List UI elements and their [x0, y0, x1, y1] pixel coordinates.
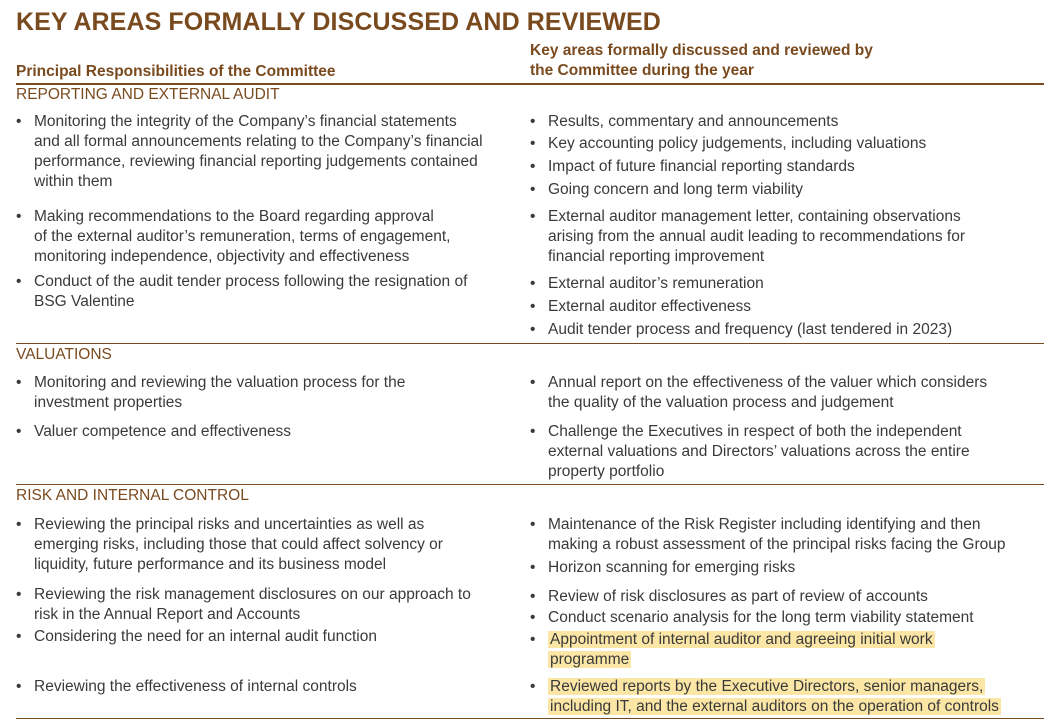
item-text-line: Monitoring the integrity of the Company’s financial statements [34, 113, 457, 130]
bullet-icon: • [530, 208, 536, 225]
item-text-line: Conduct of the audit tender process following the resignation of [34, 273, 468, 290]
section-divider [16, 718, 1044, 719]
item-text-line: Making recommendations to the Board regarding approval [34, 208, 434, 225]
bullet-icon: • [530, 588, 536, 605]
item-text-line: Annual report on the effectiveness of the valuer which considers [548, 374, 988, 391]
bullet-icon: • [530, 275, 536, 292]
bullet-icon: • [16, 628, 22, 645]
bullet-icon: • [530, 158, 536, 175]
item-text-line: Challenge the Executives in respect of both the independent [548, 423, 962, 440]
section-heading: VALUATIONS [16, 346, 112, 363]
item-text-line: risk in the Annual Report and Accounts [34, 606, 301, 623]
item-text-line: the quality of the valuation process and judgement [548, 394, 894, 411]
item-text-line: Key accounting policy judgements, including valuations [548, 135, 927, 152]
left-header-line: Principal Responsibilities of the Committee [16, 63, 336, 80]
bullet-icon: • [530, 181, 536, 198]
right-column-header [530, 41, 873, 81]
item-text-line: Horizon scanning for emerging risks [548, 559, 796, 576]
section-divider [16, 343, 1044, 344]
page-title: KEY AREAS FORMALLY DISCUSSED AND REVIEWED [16, 8, 661, 36]
bullet-icon: • [530, 678, 536, 695]
left-column-header [16, 62, 336, 82]
bullet-icon: • [530, 559, 536, 576]
item-text-line: Impact of future financial reporting standards [548, 158, 855, 175]
bullet-icon: • [530, 631, 536, 648]
item-text-line: monitoring independence, objectivity and effectiveness [34, 248, 410, 265]
section-divider [16, 484, 1044, 485]
item-text-line: Valuer competence and effectiveness [34, 423, 292, 440]
item-text-line: Monitoring and reviewing the valuation process for the [34, 374, 406, 391]
item-text-line: Going concern and long term viability [548, 181, 804, 198]
item-text-line: Maintenance of the Risk Register including identifying and then [548, 516, 981, 533]
item-text-line: Reviewing the risk management disclosures on our approach to [34, 586, 471, 603]
bullet-icon: • [530, 374, 536, 391]
bullet-icon: • [530, 516, 536, 533]
bullet-icon: • [530, 609, 536, 626]
item-text-line: BSG Valentine [34, 293, 135, 310]
bullet-icon: • [530, 298, 536, 315]
item-text-line: performance, reviewing financial reporting judgements contained [34, 153, 478, 170]
item-text-line: property portfolio [548, 463, 665, 480]
item-text-line: Results, commentary and announcements [548, 113, 839, 130]
item-text-line: within them [34, 173, 113, 190]
bullet-icon: • [16, 374, 22, 391]
item-text-line: external valuations and Directors’ valuations across the entire [548, 443, 970, 460]
item-text-line: programme [550, 651, 630, 668]
item-text-line: External auditor management letter, containing observations [548, 208, 961, 225]
item-text-line: Review of risk disclosures as part of review of accounts [548, 588, 928, 605]
item-text-line: Considering the need for an internal audit function [34, 628, 377, 645]
bullet-icon: • [16, 586, 22, 603]
bullet-icon: • [530, 321, 536, 338]
bullet-icon: • [16, 273, 22, 290]
item-text-line: Appointment of internal auditor and agreeing initial work [550, 631, 933, 648]
bullet-icon: • [16, 208, 22, 225]
bullet-icon: • [16, 423, 22, 440]
bullet-icon: • [530, 135, 536, 152]
item-text-line: investment properties [34, 394, 183, 411]
bullet-icon: • [530, 113, 536, 130]
item-text-line: Reviewing the principal risks and uncertainties as well as [34, 516, 425, 533]
item-text-line: External auditor’s remuneration [548, 275, 764, 292]
item-text-line: Reviewed reports by the Executive Directors, senior managers, [550, 678, 984, 695]
item-text-line: External auditor effectiveness [548, 298, 752, 315]
bullet-icon: • [16, 516, 22, 533]
item-text-line: financial reporting improvement [548, 248, 765, 265]
bullet-icon: • [16, 678, 22, 695]
item-text-line: Conduct scenario analysis for the long term viability statement [548, 609, 974, 626]
item-text-line: and all formal announcements relating to the Company’s financial [34, 133, 483, 150]
item-text-line: Audit tender process and frequency (last tendered in 2023) [548, 321, 953, 338]
bullet-icon: • [530, 423, 536, 440]
section-heading: REPORTING AND EXTERNAL AUDIT [16, 86, 280, 103]
item-text-line: arising from the annual audit leading to recommendations for [548, 228, 966, 245]
right-header-line: the Committee during the year [530, 62, 754, 79]
item-text-line: Reviewing the effectiveness of internal controls [34, 678, 357, 695]
item-text-line: liquidity, future performance and its business model [34, 556, 387, 573]
section-heading: RISK AND INTERNAL CONTROL [16, 487, 249, 504]
section-divider [16, 83, 1044, 85]
item-text-line: including IT, and the external auditors on the operation of controls [550, 698, 999, 715]
item-text-line: emerging risks, including those that could affect solvency or [34, 536, 443, 553]
item-text-line: making a robust assessment of the principal risks facing the Group [548, 536, 1006, 553]
bullet-icon: • [16, 113, 22, 130]
right-header-line: Key areas formally discussed and reviewed by [530, 42, 873, 59]
item-text-line: of the external auditor’s remuneration, terms of engagement, [34, 228, 451, 245]
